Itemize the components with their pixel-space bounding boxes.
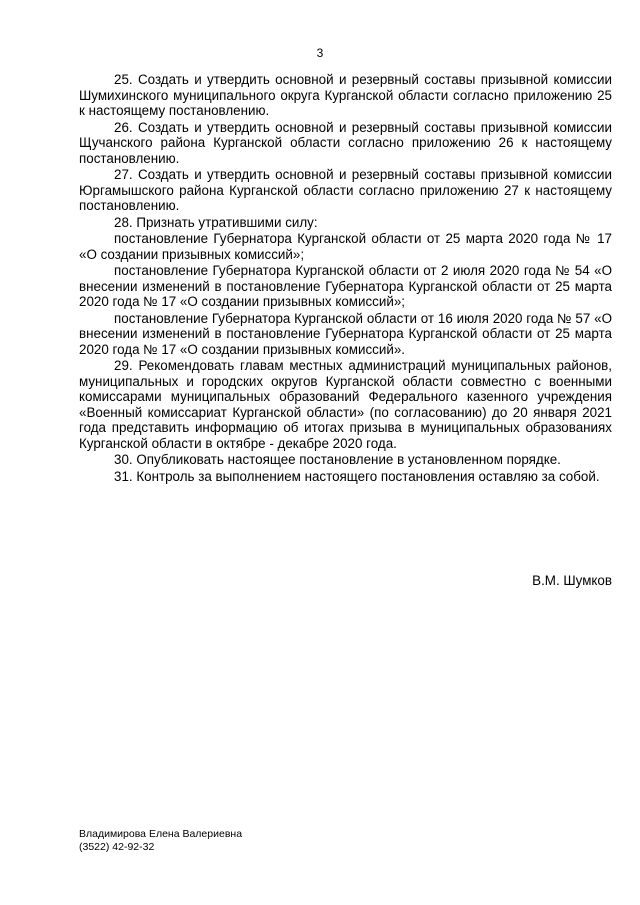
repealed-act-2: постановление Губернатора Курганской области от 2 июля 2020 года № 54 «О внесении изменений в постановление Губернатора Курганской области от 25 марта 2020 года № 17 «О создании призывных комиссий»; <box>79 263 612 309</box>
paragraph-28: 28. Признать утратившими силу: <box>114 214 318 230</box>
paragraph-26: 26. Создать и утвердить основной и резервный составы призывной комиссии Щучанского района Курганской области согласно приложению 26 к настоящему постановлению. <box>79 119 612 166</box>
executor-phone: (3522) 42-92-32 <box>79 841 155 853</box>
executor-name: Владимирова Елена Валериевна <box>79 828 243 840</box>
repealed-act-3: постановление Губернатора Курганской области от 16 июля 2020 года № 57 «О внесении изменений в постановление Губернатора Курганской области от 25 марта 2020 года № 17 «О создании призывных комиссий». <box>79 310 612 357</box>
repealed-act-1: постановление Губернатора Курганской области от 25 марта 2020 года № 17 «О создании призывных комиссий»; <box>79 231 612 262</box>
page-number: 3 <box>316 46 324 60</box>
executor-block <box>79 828 242 854</box>
paragraph-27: 27. Создать и утвердить основной и резервный составы призывной комиссии Юргамышского района Курганской области согласно приложению 27 к настоящему постановлению. <box>79 167 612 213</box>
document-body <box>79 72 612 485</box>
signature: В.М. Шумков <box>532 573 612 588</box>
paragraph-30: 30. Опубликовать настоящее постановление в установленном порядке. <box>114 452 561 467</box>
paragraph-29: 29. Рекомендовать главам местных администраций муниципальных районов, муниципальных и городских округов Курганской области совместно с военными комиссарами муниципальных образований Федерального казенного учреждения «Военный комиссариат Курганской области» (по согласованию) до 20 января 2021 года представить информацию об итогах призыва в муниципальных образованиях Курганской области в октябре - декабре 2020 года. <box>79 358 612 451</box>
paragraph-25: 25. Создать и утвердить основной и резервный составы призывной комиссии Шумихинского муниципального округа Курганской области согласно приложению 25 к настоящему постановлению. <box>79 72 612 118</box>
paragraph-31: 31. Контроль за выполнением настоящего постановления оставляю за собой. <box>114 468 600 484</box>
